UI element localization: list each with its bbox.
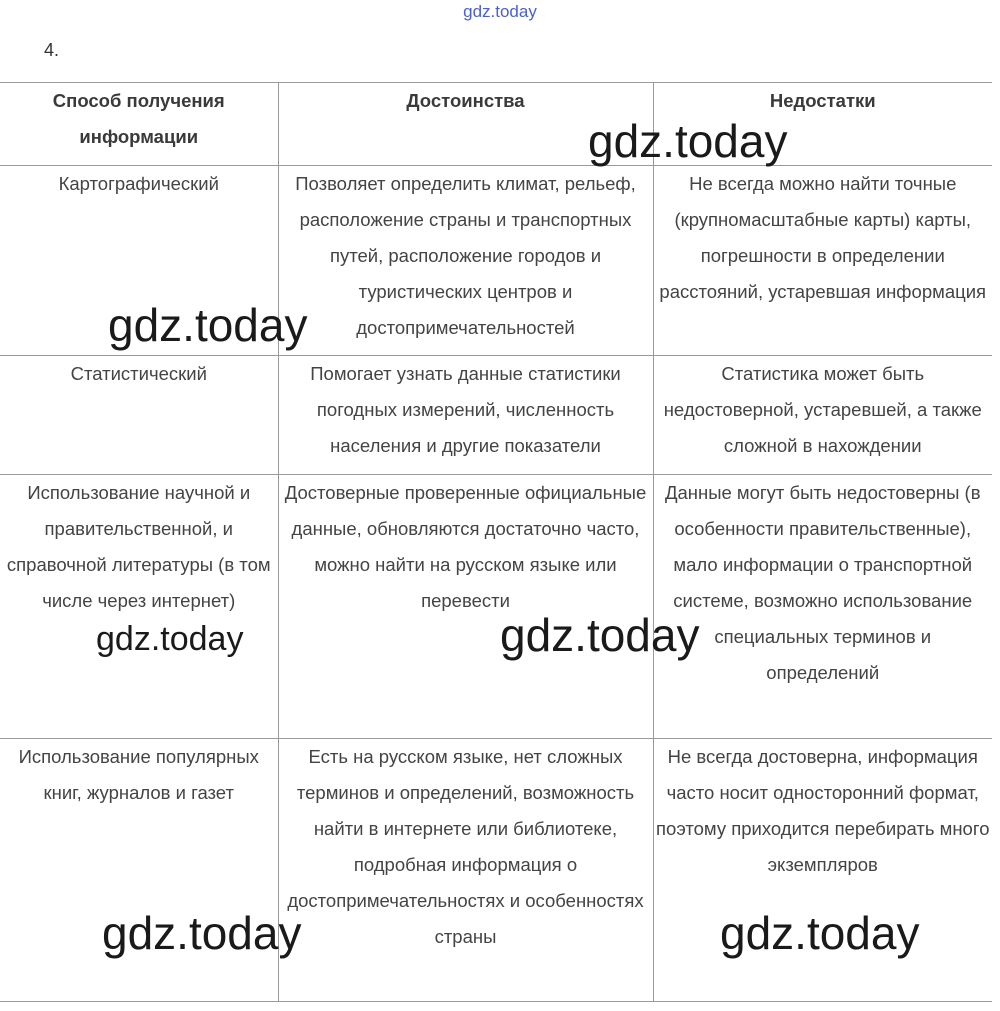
cell-disadvantages: Данные могут быть недостоверны (в особенности правительственные), мало информации о транспортной системе, возможно использование специальных терминов и определений	[653, 475, 992, 739]
cell-method: Использование научной и правительственной, и справочной литературы (в том числе через интернет)	[0, 475, 278, 739]
cell-advantages: Есть на русском языке, нет сложных терминов и определений, возможность найти в интернете или библиотеке, подробная информация о достопримечательностях и особенностях страны	[278, 739, 653, 1002]
table-row	[0, 475, 992, 739]
watermark: gdz.today	[102, 907, 302, 959]
answer-table	[0, 82, 992, 1002]
cell-advantages: Достоверные проверенные официальные данные, обновляются достаточно часто, можно найти на русском языке или перевести	[278, 475, 653, 739]
table-row	[0, 356, 992, 475]
cell-disadvantages: Не всегда достоверна, информация часто носит односторонний формат, поэтому приходится перебирать много экземпляров	[653, 739, 992, 1002]
watermark: gdz.today	[96, 620, 244, 658]
cell-method: Картографический	[0, 166, 278, 356]
cell-advantages: Помогает узнать данные статистики погодных измерений, численность населения и другие показатели	[278, 356, 653, 475]
watermark: gdz.today	[588, 115, 788, 167]
header-disadvantages: Недостатки	[653, 83, 992, 166]
cell-advantages: Позволяет определить климат, рельеф, расположение страны и транспортных путей, расположение городов и туристических центров и достопримечательностей	[278, 166, 653, 356]
header-advantages: Достоинства	[278, 83, 653, 166]
task-number: 4.	[44, 40, 60, 60]
table-row	[0, 739, 992, 1002]
top-watermark: gdz.today	[463, 2, 537, 21]
watermark: gdz.today	[500, 609, 700, 661]
cell-method: Использование популярных книг, журналов и газет	[0, 739, 278, 1002]
header-method: Способ получения информации	[0, 83, 278, 166]
cell-disadvantages: Не всегда можно найти точные (крупномасштабные карты) карты, погрешности в определении расстояний, устаревшая информация	[653, 166, 992, 356]
table-header-row	[0, 83, 992, 166]
cell-method: Статистический	[0, 356, 278, 475]
cell-disadvantages: Статистика может быть недостоверной, устаревшей, а также сложной в нахождении	[653, 356, 992, 475]
table-row	[0, 166, 992, 356]
watermark: gdz.today	[720, 907, 920, 959]
watermark: gdz.today	[108, 299, 308, 351]
